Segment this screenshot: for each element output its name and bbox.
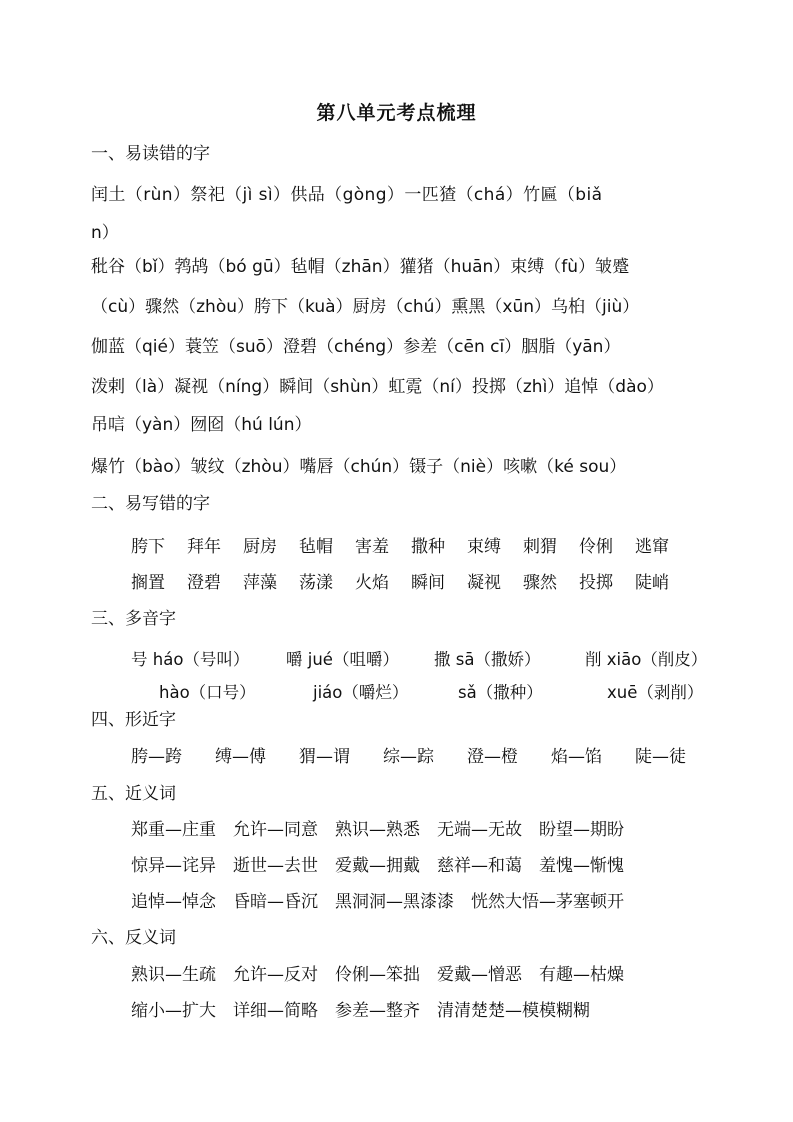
synonym-row: 郑重—庄重 允许—同意 熟识—熟悉 无端—无故 盼望—期盼 (131, 820, 624, 840)
word: 伶俐 (579, 537, 613, 557)
word: 逃窜 (635, 537, 669, 557)
word: 瞬间 (411, 573, 445, 593)
text-line: 闰土（rùn）祭祀（jì sì）供品（gòng）一匹猹（chá）竹匾（biǎ (91, 185, 603, 205)
char-pair: 陡—徒 (635, 747, 686, 767)
char-pair: 综—踪 (383, 747, 434, 767)
word: 投掷 (579, 573, 613, 593)
char-pair: 猬—谓 (299, 747, 350, 767)
antonym-row: 熟识—生疏 允许—反对 伶俐—笨拙 爱戴—憎恶 有趣—枯燥 (131, 965, 624, 985)
word: 荡漾 (299, 573, 333, 593)
antonym-row: 缩小—扩大 详细—简略 参差—整齐 清清楚楚—模模糊糊 (131, 1001, 590, 1021)
char-pair: 缚—傅 (215, 747, 266, 767)
text-line: 伽蓝（qié）蓑笠（suō）澄碧（chéng）参差（cēn cī）胭脂（yān） (91, 337, 621, 357)
polyphone-entry: 撒 sā（撒娇） (434, 650, 541, 669)
page-title: 第八单元考点梳理 (316, 102, 477, 124)
polyphone-entry: xuē（剥削） (607, 683, 704, 702)
polyphone-entry: sǎ（撒种） (458, 683, 543, 702)
text-line: 爆竹（bào）皱纹（zhòu）嘴唇（chún）镊子（niè）咳嗽（ké sou） (91, 457, 627, 477)
polyphone-entry: jiáo（嚼烂） (313, 683, 409, 702)
word: 拜年 (187, 537, 221, 557)
word: 束缚 (467, 537, 501, 557)
word: 澄碧 (187, 573, 221, 593)
section-heading-antonyms: 六、反义词 (91, 928, 176, 948)
polyphone-entry: hào（口号） (159, 683, 256, 702)
char-pair: 焰—馅 (551, 747, 602, 767)
similar-char-row (131, 742, 719, 767)
word: 凝视 (467, 573, 501, 593)
word: 胯下 (131, 537, 165, 557)
char-pair: 胯—跨 (131, 747, 182, 767)
text-line: 秕谷（bǐ）鹁鸪（bó gū）毡帽（zhān）獾猪（huān）束缚（fù）皱蹙 (91, 257, 630, 277)
word: 厨房 (243, 537, 277, 557)
section-heading-similar-characters: 四、形近字 (91, 710, 176, 730)
word: 搁置 (131, 573, 165, 593)
text-line: 吊唁（yàn）囫囵（hú lún） (91, 415, 312, 435)
word-row (131, 532, 691, 557)
section-heading-synonyms: 五、近义词 (91, 784, 176, 804)
text-line: （cù）骤然（zhòu）胯下（kuà）厨房（chú）熏黑（xūn）乌桕（jiù） (91, 297, 640, 317)
section-heading-miswritten: 二、易写错的字 (91, 494, 210, 514)
polyphone-entry: 嚼 jué（咀嚼） (286, 650, 399, 669)
word: 毡帽 (299, 537, 333, 557)
word: 刺猬 (523, 537, 557, 557)
word: 火焰 (355, 573, 389, 593)
word: 萍藻 (243, 573, 277, 593)
polyphone-entry: 削 xiāo（削皮） (585, 650, 708, 669)
synonym-row: 追悼—悼念 昏暗—昏沉 黑洞洞—黑漆漆 恍然大悟—茅塞顿开 (131, 892, 624, 912)
text-line: n） (91, 223, 119, 243)
section-heading-misread: 一、易读错的字 (91, 144, 210, 164)
synonym-row: 惊异—诧异 逝世—去世 爱戴—拥戴 慈祥—和蔼 羞愧—惭愧 (131, 856, 624, 876)
word: 骤然 (523, 573, 557, 593)
word: 陡峭 (635, 573, 669, 593)
section-heading-polyphones: 三、多音字 (91, 609, 176, 629)
text-line: 泼剌（là）凝视（níng）瞬间（shùn）虹霓（ní）投掷（zhì）追悼（dào） (91, 377, 664, 397)
polyphone-entry: 号 háo（号叫） (131, 650, 250, 669)
word: 撒种 (411, 537, 445, 557)
word: 害羞 (355, 537, 389, 557)
char-pair: 澄—橙 (467, 747, 518, 767)
word-row (131, 568, 691, 593)
